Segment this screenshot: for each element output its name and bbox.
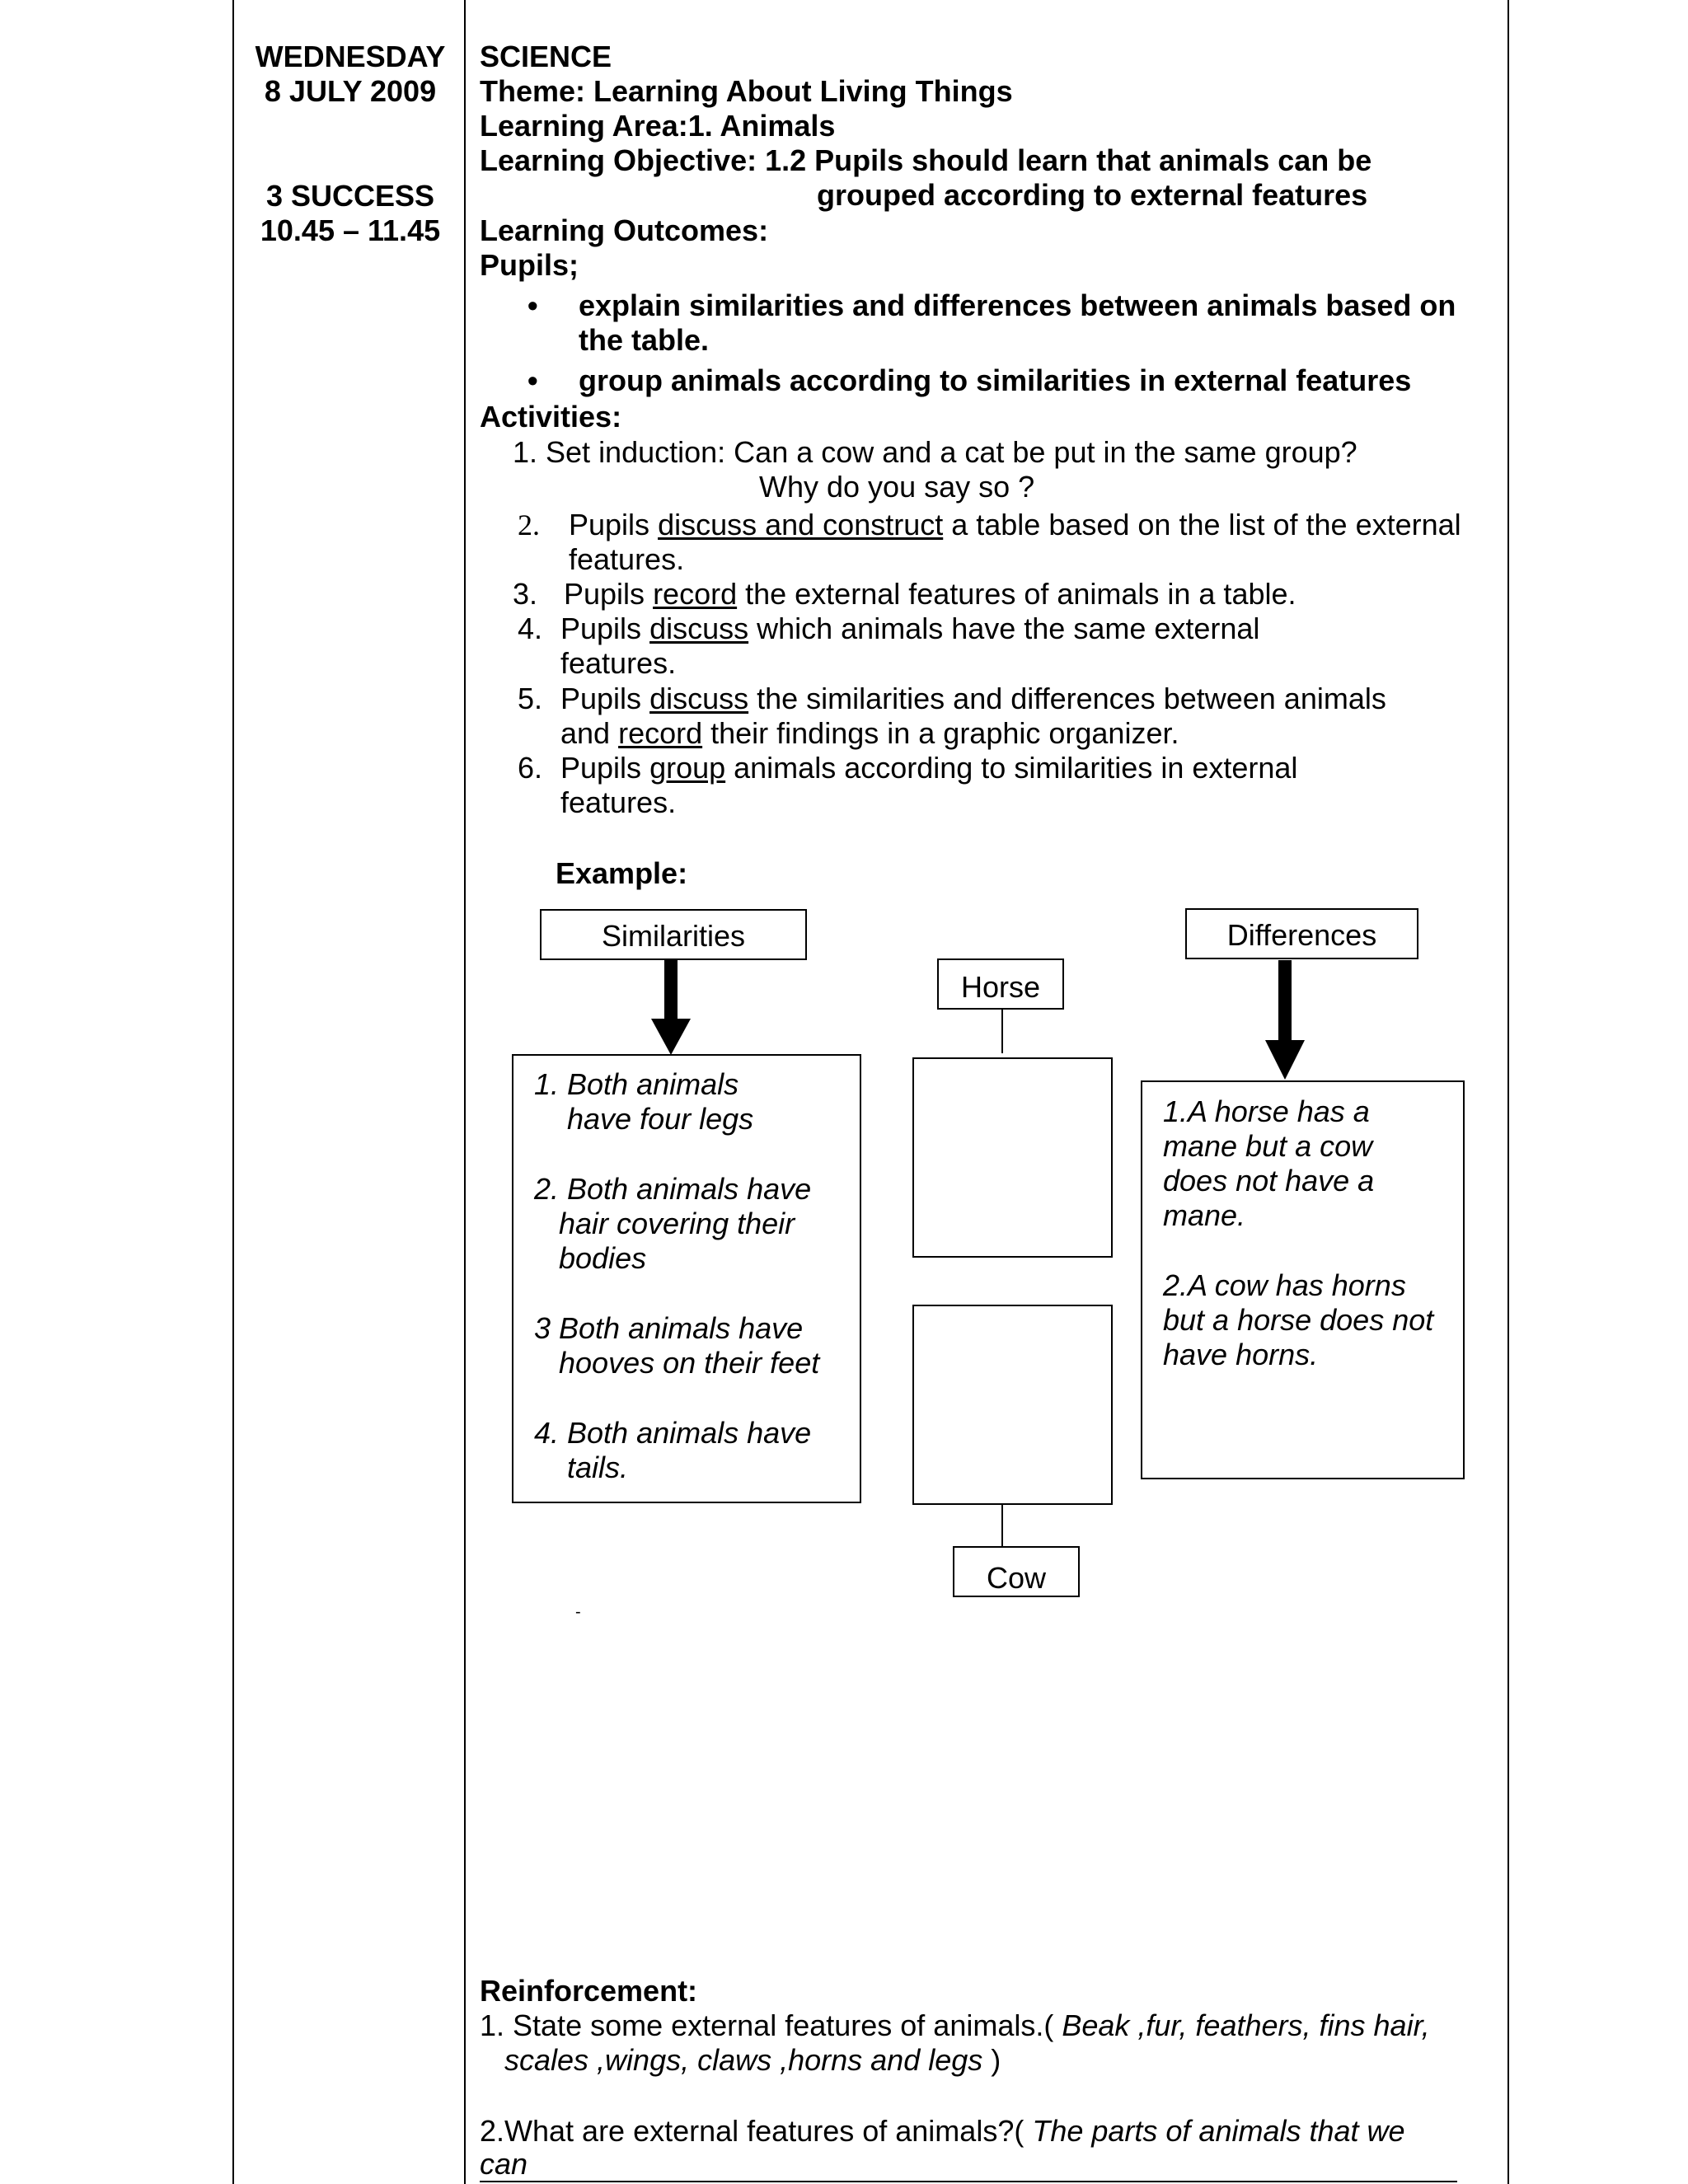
learning-outcomes-heading: Learning Outcomes: xyxy=(480,213,769,247)
outcome-item-2: group animals according to similarities in external features xyxy=(579,363,1412,397)
cow-label: Cow xyxy=(986,1561,1047,1595)
subject-title: SCIENCE xyxy=(480,40,612,73)
activity-4-text-end: which animals have the same external xyxy=(748,612,1260,645)
activity-3-text: Pupils xyxy=(564,577,654,611)
activity-4-text: Pupils xyxy=(560,612,650,645)
question-2-text: 2.What are external features of animals?( xyxy=(480,2114,1033,2148)
horse-label: Horse xyxy=(960,970,1041,1004)
activity-5-cont-keyword: record xyxy=(618,716,703,750)
theme-line: Theme: Learning About Living Things xyxy=(480,74,1013,108)
activity-2-number: 2. xyxy=(518,509,540,541)
activity-5-keyword: discuss xyxy=(649,682,749,715)
pupils-label: Pupils; xyxy=(480,248,579,282)
outcome-item-1: explain similarities and differences between animals based on xyxy=(579,288,1456,322)
similarity-line: have four legs xyxy=(567,1102,754,1136)
cow-label-box xyxy=(953,1546,1080,1597)
activity-5-number: 5. xyxy=(518,682,543,715)
similarity-line: 1. Both animals xyxy=(534,1067,739,1101)
activity-5-text: Pupils xyxy=(560,682,650,715)
similarity-line: hair covering their xyxy=(559,1207,795,1240)
similarity-line: hooves on their feet xyxy=(559,1346,820,1380)
horse-label-box xyxy=(937,958,1064,1010)
similarities-label: Similarities xyxy=(601,919,746,953)
activity-6-number: 6. xyxy=(518,751,543,785)
reinforcement-question-1-cont xyxy=(504,2043,1001,2078)
reinforcement-heading: Reinforcement: xyxy=(480,1974,698,2008)
difference-line: 1.A horse has a xyxy=(1163,1094,1370,1128)
footer-rule xyxy=(480,2181,1457,2182)
example-heading: Example: xyxy=(556,856,688,890)
difference-line: does not have a xyxy=(1163,1164,1375,1197)
difference-line: but a horse does not xyxy=(1163,1303,1434,1337)
activities-heading: Activities: xyxy=(480,400,622,434)
bullet-marker: • xyxy=(528,363,538,397)
activity-2-cont: features. xyxy=(569,542,685,576)
activity-1: 1. Set induction: Can a cow and a cat be put in the same group? xyxy=(513,435,1357,469)
question-1-answer: Beak ,fur, feathers, fins hair, xyxy=(1062,2008,1430,2042)
activity-6-keyword: group xyxy=(649,751,726,785)
activity-3-keyword: record xyxy=(653,577,738,611)
differences-label-box xyxy=(1185,908,1418,959)
activity-3-number: 3. xyxy=(513,577,538,611)
learning-area-line: Learning Area:1. Animals xyxy=(480,109,836,143)
class-label: 3 SUCCESS xyxy=(265,179,435,213)
similarity-line: bodies xyxy=(559,1241,647,1275)
similarity-line: 2. Both animals have xyxy=(534,1172,812,1206)
differences-arrow xyxy=(1265,960,1305,1080)
activity-5-cont-text-end: their findings in a graphic organizer. xyxy=(702,716,1179,750)
activity-5-text-end: the similarities and differences between animals xyxy=(748,682,1386,715)
similarity-line: 3 Both animals have xyxy=(534,1311,804,1345)
reinforcement-question-1 xyxy=(480,2008,1430,2043)
differences-label: Differences xyxy=(1226,918,1377,952)
difference-line: have horns. xyxy=(1163,1338,1319,1371)
difference-line: mane but a cow xyxy=(1163,1129,1373,1163)
question-1-answer-cont: scales ,wings, claws ,horns and legs xyxy=(504,2043,983,2077)
learning-objective-line: Learning Objective: 1.2 Pupils should learn that animals can be xyxy=(480,143,1372,177)
activity-4-keyword: discuss xyxy=(649,612,749,645)
horse-picture-box xyxy=(912,1057,1113,1258)
difference-line: 2.A cow has horns xyxy=(1163,1268,1406,1302)
similarities-arrow xyxy=(651,960,691,1055)
similarity-line: tails. xyxy=(567,1451,629,1484)
similarities-label-box xyxy=(540,909,807,960)
activity-6-cont: features. xyxy=(560,785,677,819)
question-1-close: ) xyxy=(982,2043,1001,2077)
activity-4-number: 4. xyxy=(518,612,543,645)
time-label: 10.45 – 11.45 xyxy=(260,213,441,247)
question-1-text: 1. State some external features of animals.( xyxy=(480,2008,1062,2042)
similarity-line: 4. Both animals have xyxy=(534,1416,812,1450)
difference-line: mane. xyxy=(1163,1198,1246,1232)
activity-1-cont: Why do you say so ? xyxy=(759,470,1035,504)
reinforcement-question-2 xyxy=(480,2114,1405,2149)
stray-mark: - xyxy=(575,1603,581,1621)
activity-5-cont-text: and xyxy=(560,716,619,750)
activity-6-text: Pupils xyxy=(560,751,650,785)
cow-picture-box xyxy=(912,1305,1113,1505)
activity-2-keyword: discuss and construct xyxy=(658,508,944,541)
outcome-item-1-cont: the table. xyxy=(579,323,710,357)
activity-4-cont: features. xyxy=(560,646,677,680)
date-label: 8 JULY 2009 xyxy=(264,74,437,108)
question-2-answer: The parts of animals that we xyxy=(1032,2114,1405,2148)
activity-2-text: Pupils xyxy=(569,508,659,541)
day-label: WEDNESDAY xyxy=(255,40,446,73)
activity-6-text-end: animals according to similarities in external xyxy=(725,751,1298,785)
reinforcement-question-2-cont: can xyxy=(480,2147,528,2181)
bullet-marker: • xyxy=(528,288,538,322)
activity-3-text-end: the external features of animals in a table. xyxy=(737,577,1296,611)
activity-2-text-end: a table based on the list of the external xyxy=(943,508,1461,541)
learning-objective-continuation: grouped according to external features xyxy=(817,178,1368,212)
